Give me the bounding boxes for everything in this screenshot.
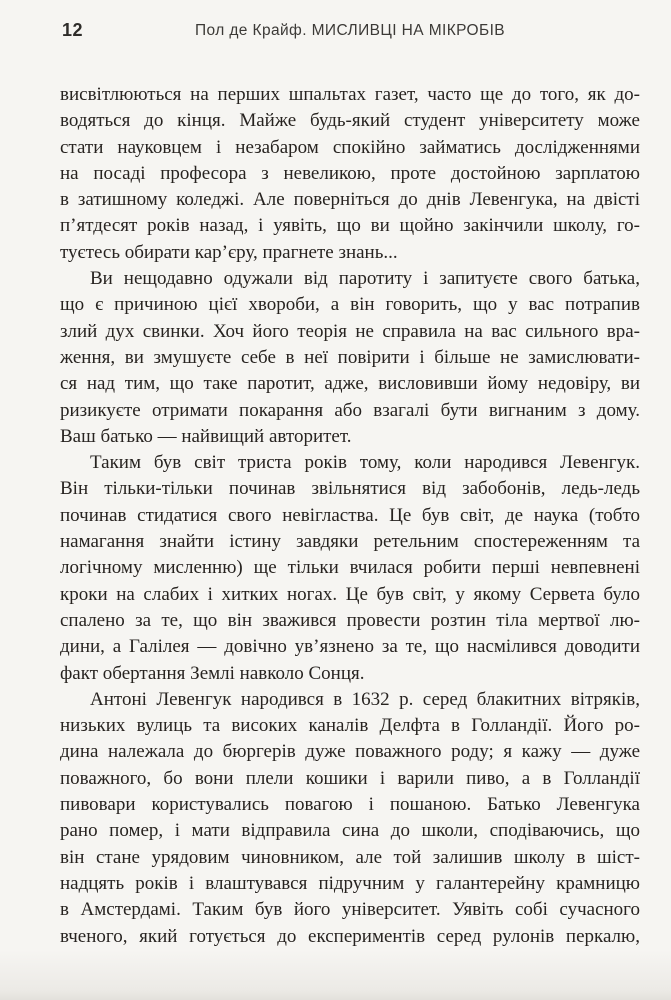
text-line: низьких вулиць та високих каналів Делфта в Голландії. Його ро- xyxy=(60,715,640,737)
text-line: поважного, бо вони плели кошики і варили пиво, а в Голландії xyxy=(60,767,640,789)
text-line: в Амстердамі. Таким був його університет. Уявіть собі сучасного xyxy=(60,899,640,921)
text-line: висвітлюються на перших шпальтах газет, часто ще до того, як до- xyxy=(60,84,640,105)
page-body xyxy=(60,82,640,950)
text-line: дини, а Галілея — довічно ув’язнено за те, що насмілився доводити xyxy=(60,636,640,658)
text-line: рано помер, і мати відправила сина до школи, сподіваючись, що xyxy=(60,820,640,842)
text-line: Ваш батько — найвищий авторитет. xyxy=(60,425,352,447)
text-line: факт обертання Землі навколо Сонця. xyxy=(60,662,365,684)
text-line: ся над тим, що таке паротит, адже, висловивши йому недовіру, ви xyxy=(60,373,640,395)
text-line: Ви нещодавно одужали від паротиту і запитуєте свого батька, xyxy=(90,268,640,290)
paragraph xyxy=(60,450,640,687)
text-line: туєтесь обирати кар’єру, прагнете знань... xyxy=(60,241,398,263)
text-line: злий дух свинки. Хоч його теорія не справила на вас сильного вра- xyxy=(60,320,640,342)
text-line: в затишному коледжі. Але поверніться до днів Левенгука, на двісті xyxy=(60,189,640,211)
text-line: починав стидатися свого невігластва. Це був світ, де наука (тобто xyxy=(60,504,640,526)
text-line: що є причиною цієї хвороби, а він говорить, що у вас потрапив xyxy=(60,294,640,316)
text-line: намагання знайти істину завдяки ретельним спостереженням та xyxy=(60,531,640,553)
running-title: Пол де Крайф. МИСЛИВЦІ НА МІКРОБІВ xyxy=(194,22,506,39)
paragraph xyxy=(60,266,640,450)
text-line: Таким був світ триста років тому, коли народився Левенгук. xyxy=(90,452,640,474)
page-number: 12 xyxy=(62,20,84,40)
text-line: спалено за те, що він зважився провести розтин тіла мертвої лю- xyxy=(60,609,640,631)
paragraph xyxy=(60,82,640,266)
running-header xyxy=(60,20,640,44)
text-line: ження, ви змушуєте себе в неї повірити і більше не замислювати- xyxy=(60,346,640,368)
text-line: Антоні Левенгук народився в 1632 р. серед блакитних вітряків, xyxy=(90,688,640,710)
text-line: кроки на слабих і хитких ногах. Це був світ, у якому Сервета було xyxy=(60,583,640,605)
text-line: дина належала до бюргерів дуже поважного роду; я кажу — дуже xyxy=(60,741,640,763)
paragraph xyxy=(60,687,640,950)
text-line: надцять років і влаштувався підручним у галантерейну крамницю xyxy=(60,872,640,894)
text-line: п’ятдесят років назад, і уявіть, що ви щойно закінчили школу, го- xyxy=(60,215,640,237)
text-line: на посаді професора з невеликою, проте достойною зарплатою xyxy=(60,162,640,184)
text-line: пивовари користувались повагою і пошаною. Батько Левенгука xyxy=(60,794,640,816)
text-line: вченого, який готується до експериментів серед рулонів перкалю, xyxy=(60,925,640,947)
text-line: він стане урядовим чиновником, але той залишив школу в шіст- xyxy=(60,846,640,868)
text-line: Він тільки-тільки починав звільнятися від забобонів, ледь-ледь xyxy=(60,478,640,500)
text-line: стати науковцем і незабаром спокійно займатись дослідженнями xyxy=(60,136,640,158)
text-line: логічному мисленню) ще тільки вчилася робити перші невпевнені xyxy=(60,557,640,579)
text-line: ризикуєте отримати покарання або взагалі бути вигнаним з дому. xyxy=(60,399,640,421)
text-line: водяться до кінця. Майже будь-який студент університету може xyxy=(60,110,640,132)
